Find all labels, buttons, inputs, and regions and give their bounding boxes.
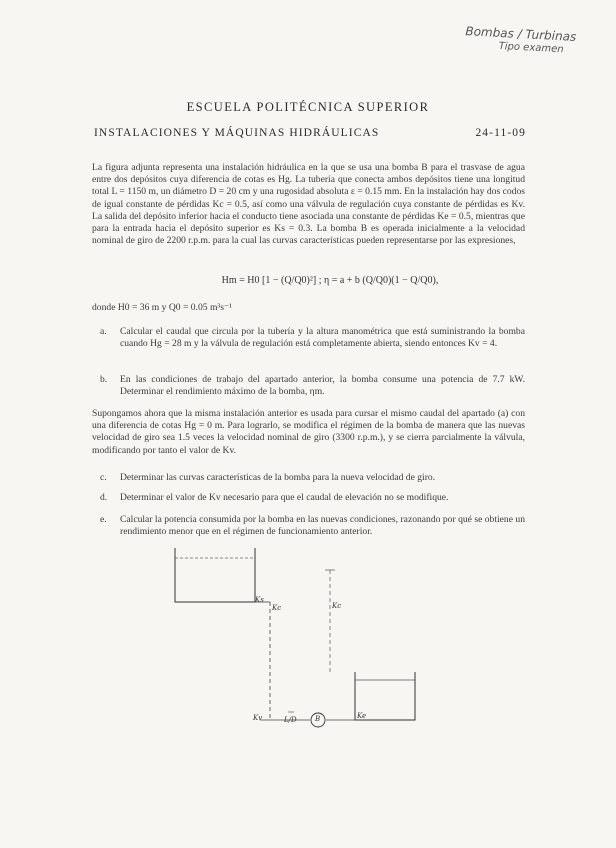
installation-diagram-svg <box>160 540 420 740</box>
course-header <box>94 127 526 139</box>
question-b <box>100 374 525 398</box>
question-letter: a. <box>100 326 107 337</box>
label-ke: Ke <box>357 712 367 720</box>
intro-paragraph: La figura adjunta representa una instalación hidráulica en la que se usa una bomba B para el trasvase de agua entre dos depósitos cuya diferencia de cotas es Hg. La tubería que conecta ambos depósitos tiene una longitud total L = 1150 m, un diámetro D = 20 cm y una rugosidad absoluta ε = 0.15 mm. En la instalación hay dos codos de igual constante de pérdidas Kc = 0.5, así como una válvula de regulación cuya constante de pérdidas es Kv. La salida del depósito inferior hacia el conducto tiene asociada una constante de pérdidas Ke = 0.5, mientras que para la entrada hacia el depósito superior es Ks = 0.3. La bomba B es operada inicialmente a la velocidad nominal de giro de 2200 r.p.m. para la cual las curvas características pueden representarse por las expresiones, <box>92 162 525 247</box>
label-kc-top: Kc <box>272 604 282 612</box>
school-title: ESCUELA POLITÉCNICA SUPERIOR <box>186 100 430 114</box>
question-letter: d. <box>100 492 108 503</box>
upper-reservoir <box>175 548 255 602</box>
pump-curve-formula: Hm = H0 [1 − (Q/Q0)²] ; η = a + b (Q/Q0)(1 − Q/Q0), <box>221 275 439 286</box>
question-d <box>100 492 525 504</box>
question-text: Calcular la potencia consumida por la bomba en las nuevas condiciones, razonando por qué se obtiene un rendimiento menor que en el régimen de funcionamiento anterior. <box>120 514 525 538</box>
question-a <box>100 326 525 350</box>
exam-date: 24-11-09 <box>475 127 526 139</box>
question-text: Determinar el valor de Kv necesario para que el caudal de elevación no se modifique. <box>120 492 449 503</box>
question-text: Calcular el caudal que circula por la tubería y la altura manométrica que está suministrando la bomba cuando Hg = 28 m y la válvula de regulación está completamente abierta, siendo entonces Kv = 4. <box>120 326 525 350</box>
question-letter: c. <box>100 472 107 483</box>
question-text: En las condiciones de trabajo del apartado anterior, la bomba consume una potencia de 7.7 kW. Determinar el rendimiento máximo de la bomba, ηm. <box>120 374 525 398</box>
formula-constants: donde H0 = 36 m y Q0 = 0.05 m³s⁻¹ <box>92 302 232 313</box>
label-kc-bottom: Kc <box>332 602 342 610</box>
handwritten-line-topic: Bombas / Turbinas <box>465 24 577 44</box>
question-text: Determinar las curvas características de la bomba para la nueva velocidad de giro. <box>120 472 436 483</box>
handwritten-line-type: Tipo examen <box>498 40 564 56</box>
question-letter: b. <box>100 374 108 385</box>
question-c <box>100 472 525 484</box>
installation-diagram <box>160 540 420 740</box>
second-part-paragraph: Supongamos ahora que la misma instalación anterior es usada para cursar el mismo caudal del apartado (a) con una diferencia de cotas Hg = 0 m. Para lograrlo, se modifica el régimen de la bomba de manera que las nuevas velocidad de giro sea 1.5 veces la velocidad nominal de giro (3300 r.p.m.), y se cierra parcialmente la válvula, modificando por tanto el valor de Kv. <box>92 408 525 456</box>
label-l-over-d: L/D <box>284 716 297 724</box>
label-kv: Kv <box>253 714 263 722</box>
question-e <box>100 514 525 538</box>
label-pump-b: B <box>315 715 321 723</box>
label-ks: Ks <box>255 596 264 604</box>
course-title: INSTALACIONES Y MÁQUINAS HIDRÁULICAS <box>94 127 380 139</box>
question-letter: e. <box>100 514 107 525</box>
handwritten-note <box>425 22 576 58</box>
